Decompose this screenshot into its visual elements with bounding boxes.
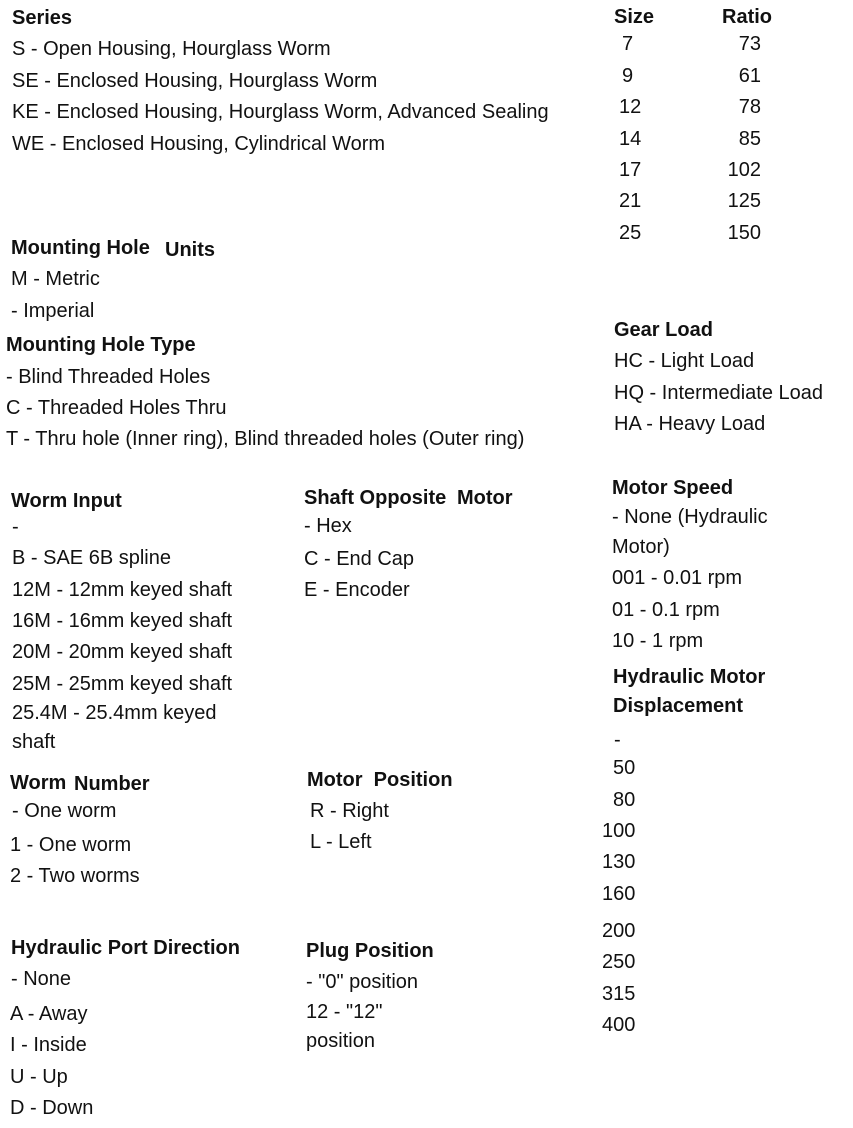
plug-position-heading: Plug Position bbox=[306, 940, 434, 962]
size-value: 14 bbox=[619, 128, 642, 150]
displacement-value: 160 bbox=[602, 883, 636, 905]
displacement-value: 130 bbox=[602, 851, 636, 873]
shaft-opposite-motor-item: - Hex bbox=[304, 515, 352, 537]
ratio-value: 78 bbox=[738, 96, 761, 118]
motor-speed-item: Motor) bbox=[612, 536, 670, 558]
ratio-value: 61 bbox=[738, 65, 761, 87]
displacement-value: 315 bbox=[602, 983, 636, 1005]
motor-speed-item: 10 - 1 rpm bbox=[612, 630, 704, 652]
plug-position-item: position bbox=[306, 1030, 375, 1052]
size-value: 9 bbox=[622, 65, 634, 87]
worm-input-item: - bbox=[12, 516, 19, 538]
size-heading: Size bbox=[614, 6, 655, 28]
displacement-value: 400 bbox=[602, 1014, 636, 1036]
ratio-value: 150 bbox=[727, 222, 761, 244]
worm-number-item: 2 - Two worms bbox=[10, 865, 140, 887]
worm-input-heading: Worm Input bbox=[11, 490, 122, 512]
ratio-value: 73 bbox=[738, 33, 761, 55]
plug-position-item: 12 - "12" bbox=[306, 1001, 383, 1023]
ratio-heading: Ratio bbox=[722, 6, 772, 28]
series-item: S - Open Housing, Hourglass Worm bbox=[12, 38, 331, 60]
mounting-hole-type-item: - Blind Threaded Holes bbox=[6, 366, 211, 388]
worm-input-item: 25.4M - 25.4mm keyed bbox=[12, 702, 217, 724]
displacement-value: 100 bbox=[602, 820, 636, 842]
size-value: 12 bbox=[619, 96, 642, 118]
motor-speed-item: 01 - 0.1 rpm bbox=[612, 599, 720, 621]
worm-number-heading-part1: Worm bbox=[10, 772, 67, 794]
mounting-hole-type-item: C - Threaded Holes Thru bbox=[6, 397, 227, 419]
hydraulic-port-direction-item: I - Inside bbox=[10, 1034, 87, 1056]
motor-position-item: L - Left bbox=[310, 831, 372, 853]
worm-number-item: - One worm bbox=[12, 800, 117, 822]
hydraulic-port-direction-item: - None bbox=[11, 968, 72, 990]
gear-load-item: HA - Heavy Load bbox=[614, 413, 766, 435]
ratio-value: 85 bbox=[738, 128, 761, 150]
worm-input-item: 16M - 16mm keyed shaft bbox=[12, 610, 233, 632]
displacement-value: 250 bbox=[602, 951, 636, 973]
displacement-value: 80 bbox=[613, 789, 636, 811]
motor-position-heading: Motor Position bbox=[307, 769, 453, 791]
shaft-opposite-motor-item: C - End Cap bbox=[304, 548, 415, 570]
hydraulic-port-direction-item: D - Down bbox=[10, 1097, 94, 1119]
gear-load-item: HQ - Intermediate Load bbox=[614, 382, 823, 404]
ratio-value: 125 bbox=[727, 190, 761, 212]
mounting-hole-type-item: T - Thru hole (Inner ring), Blind threaded holes (Outer ring) bbox=[6, 428, 525, 450]
shaft-opposite-motor-heading-part2: Motor bbox=[457, 487, 513, 509]
series-item: SE - Enclosed Housing, Hourglass Worm bbox=[12, 70, 378, 92]
hydraulic-port-direction-item: U - Up bbox=[10, 1066, 68, 1088]
worm-number-item: 1 - One worm bbox=[10, 834, 132, 856]
displacement-value: 50 bbox=[613, 757, 636, 779]
size-value: 17 bbox=[619, 159, 642, 181]
displacement-value: - bbox=[614, 729, 621, 751]
mounting-hole-type-heading: Mounting Hole Type bbox=[6, 334, 196, 356]
series-item: KE - Enclosed Housing, Hourglass Worm, Advanced Sealing bbox=[12, 101, 549, 123]
series-heading: Series bbox=[12, 7, 73, 29]
ratio-value: 102 bbox=[727, 159, 761, 181]
gear-load-heading: Gear Load bbox=[614, 319, 713, 341]
motor-speed-item: - None (Hydraulic bbox=[612, 506, 768, 528]
displacement-value: 200 bbox=[602, 920, 636, 942]
gear-load-item: HC - Light Load bbox=[614, 350, 755, 372]
worm-number-heading-part2: Number bbox=[74, 773, 150, 795]
motor-speed-heading: Motor Speed bbox=[612, 477, 734, 499]
hydraulic-motor-displacement-heading-line1: Hydraulic Motor bbox=[613, 666, 766, 688]
plug-position-item: - "0" position bbox=[306, 971, 419, 993]
mounting-hole-units-heading-part2: Units bbox=[165, 239, 215, 261]
mounting-hole-units-heading-part1: Mounting Hole bbox=[11, 237, 150, 259]
size-value: 21 bbox=[619, 190, 642, 212]
mounting-hole-units-item: M - Metric bbox=[11, 268, 100, 290]
hydraulic-port-direction-heading: Hydraulic Port Direction bbox=[11, 937, 240, 959]
motor-speed-item: 001 - 0.01 rpm bbox=[612, 567, 743, 589]
shaft-opposite-motor-heading-part1: Shaft Opposite bbox=[304, 487, 447, 509]
size-value: 25 bbox=[619, 222, 642, 244]
worm-input-item: 12M - 12mm keyed shaft bbox=[12, 579, 233, 601]
worm-input-item: 20M - 20mm keyed shaft bbox=[12, 641, 233, 663]
worm-input-item: shaft bbox=[12, 731, 56, 753]
worm-input-item: B - SAE 6B spline bbox=[12, 547, 171, 569]
worm-input-item: 25M - 25mm keyed shaft bbox=[12, 673, 233, 695]
series-item: WE - Enclosed Housing, Cylindrical Worm bbox=[12, 133, 386, 155]
mounting-hole-units-item: - Imperial bbox=[11, 300, 95, 322]
hydraulic-motor-displacement-heading-line2: Displacement bbox=[613, 695, 744, 717]
motor-position-item: R - Right bbox=[310, 800, 389, 822]
size-value: 7 bbox=[622, 33, 634, 55]
shaft-opposite-motor-item: E - Encoder bbox=[304, 579, 410, 601]
hydraulic-port-direction-item: A - Away bbox=[10, 1003, 88, 1025]
